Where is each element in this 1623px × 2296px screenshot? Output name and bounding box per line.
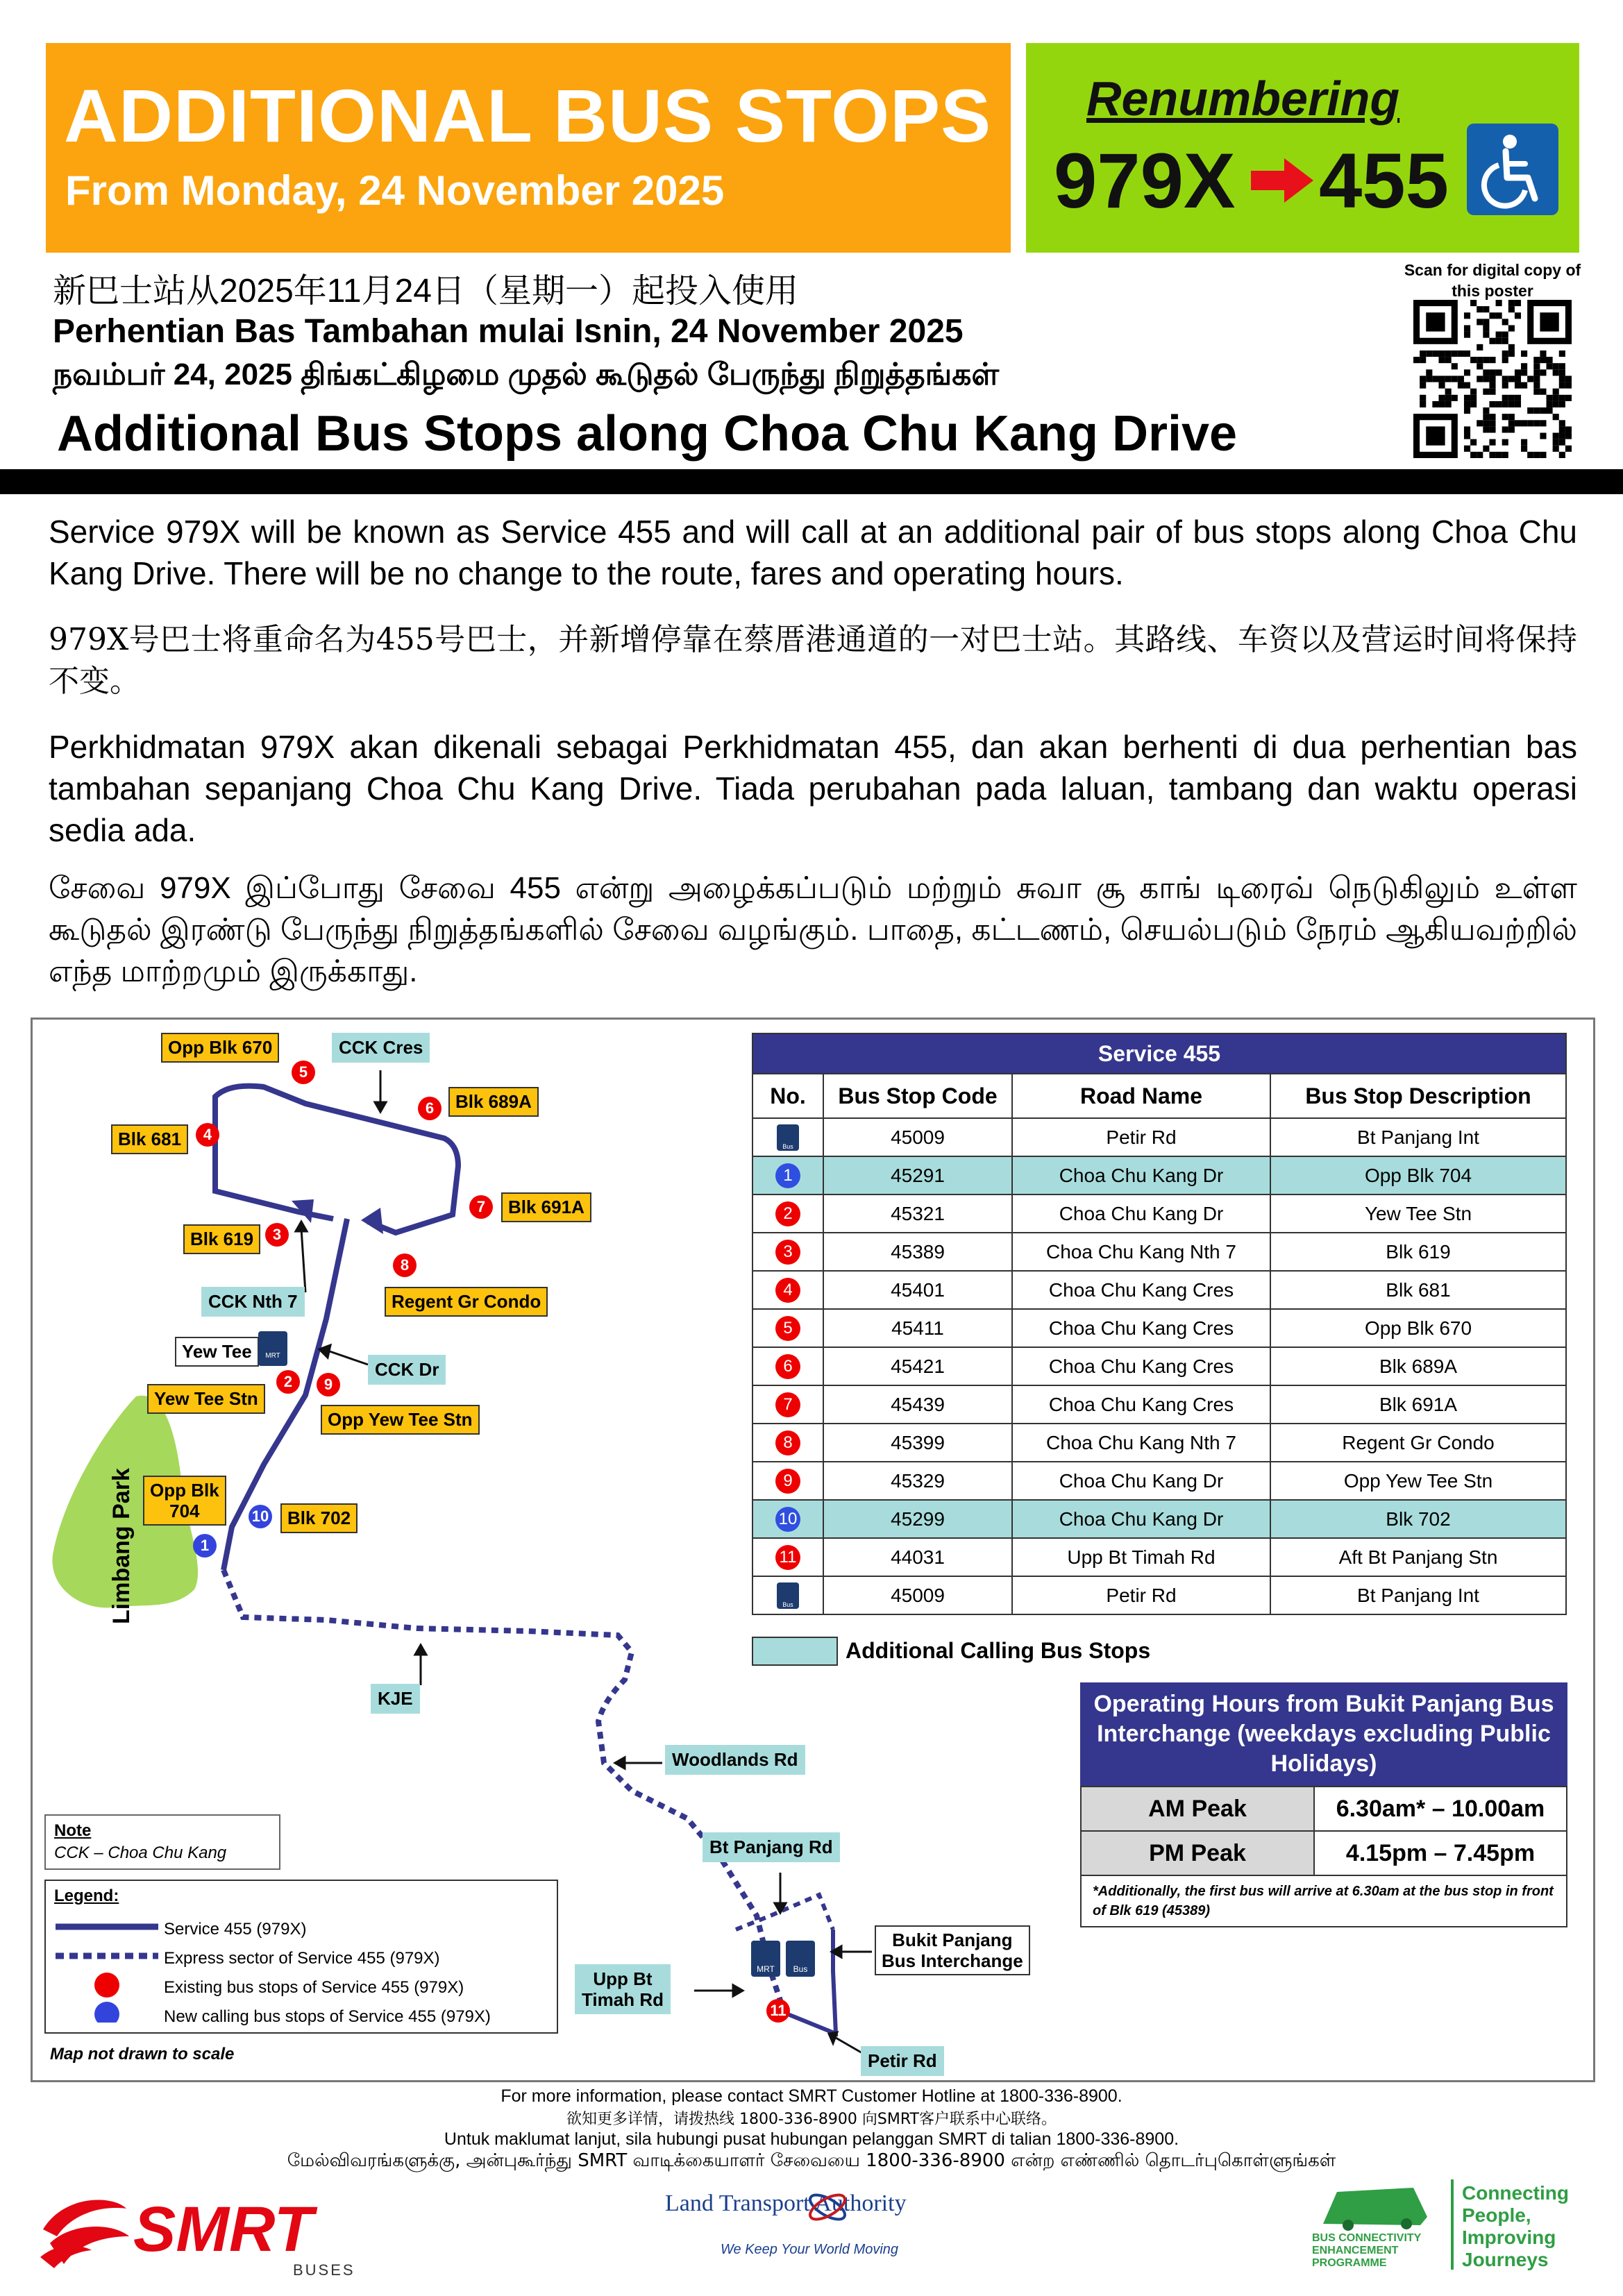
cell-code: 45401 [823, 1271, 1012, 1309]
cell-road: Choa Chu Kang Dr [1012, 1156, 1270, 1195]
cell-no [752, 1271, 823, 1309]
cell-no [752, 1156, 823, 1195]
notice-malay: Perkhidmatan 979X akan dikenali sebagai Perkhidmatan 455, dan akan berhenti di dua perhentian bas tambahan sepanjang Choa Chu Kang Drive. Tiada perubahan pada laluan, tambang dan waktu operasi sedia ada. [49, 729, 1577, 848]
stop-number-badge: 5 [775, 1316, 800, 1341]
operating-hours-note: *Additionally, the first bus will arrive at 6.30am at the bus stop in front of Blk 619 (45389) [1080, 1876, 1567, 1927]
note-text: CCK – Choa Chu Kang [54, 1843, 227, 1862]
operating-hours-box [1080, 1682, 1567, 1927]
footer-malay: Untuk maklumat lanjut, sila hubungi pusat hubungan pelanggan SMRT di talian 1800-336-8900. [444, 2129, 1179, 2149]
col-header-road: Road Name [1012, 1074, 1270, 1118]
heading-tamil: நவம்பர் 24, 2025 திங்கட்கிழமை முதல் கூடுதல் பேருந்து நிறுத்தங்கள் [53, 357, 1000, 391]
cell-description: Opp Yew Tee Stn [1270, 1462, 1566, 1500]
cell-description: Opp Blk 704 [1270, 1156, 1566, 1195]
stop-number-badge: 6 [775, 1354, 800, 1379]
col-header-code: Bus Stop Code [823, 1074, 1012, 1118]
stop-number-badge: 3 [775, 1240, 800, 1265]
stop-number-badge: 9 [775, 1469, 800, 1494]
map-label-cck-nth-7: CCK Nth 7 [201, 1287, 305, 1317]
cell-description: Blk 619 [1270, 1233, 1566, 1271]
cell-no [752, 1538, 823, 1576]
cell-description: Blk 689A [1270, 1347, 1566, 1385]
cell-code: 45291 [823, 1156, 1012, 1195]
cell-road: Petir Rd [1012, 1576, 1270, 1614]
table-row [752, 1271, 1566, 1309]
table-row [752, 1347, 1566, 1385]
note-title: Note [54, 1821, 92, 1840]
bcep-text: BUS CONNECTIVITY ENHANCEMENT PROGRAMME [1312, 2232, 1422, 2269]
cell-no [752, 1462, 823, 1500]
cell-description: Blk 691A [1270, 1385, 1566, 1424]
heading-malay: Perhentian Bas Tambahan mulai Isnin, 24 November 2025 [53, 313, 964, 350]
legend-symbols [56, 1918, 160, 2023]
additional-stops-swatch [752, 1637, 838, 1666]
pm-peak-value: 4.15pm – 7.45pm [1345, 1839, 1536, 1866]
cell-description: Blk 702 [1270, 1500, 1566, 1538]
map-label-regent-gr-condo: Regent Gr Condo [385, 1287, 548, 1317]
cell-road: Choa Chu Kang Dr [1012, 1195, 1270, 1233]
col-header-no: No. [752, 1074, 823, 1118]
table-row [752, 1385, 1566, 1424]
interchange-mrt-icon: MRT [751, 1941, 780, 1977]
cell-code: 45329 [823, 1462, 1012, 1500]
cell-road: Choa Chu Kang Cres [1012, 1309, 1270, 1347]
map-stop-11: 11 [766, 1999, 790, 2023]
lta-tagline: We Keep Your World Moving [721, 2242, 899, 2257]
cell-code: 45009 [823, 1118, 1012, 1156]
smrt-swoosh-icon [36, 2188, 133, 2271]
map-label-yew-tee-stn: Yew Tee Stn [147, 1384, 265, 1414]
cell-code: 45389 [823, 1233, 1012, 1271]
table-row [752, 1233, 1566, 1271]
table-row [752, 1195, 1566, 1233]
cell-road: Choa Chu Kang Cres [1012, 1385, 1270, 1424]
cell-code: 45009 [823, 1576, 1012, 1614]
map-scale-note: Map not drawn to scale [50, 2045, 235, 2063]
bus-stop-table [752, 1033, 1567, 1615]
cell-description: Bt Panjang Int [1270, 1118, 1566, 1156]
cell-code: 45439 [823, 1385, 1012, 1424]
stop-number-badge: 4 [775, 1278, 800, 1303]
map-label-blk-681: Blk 681 [111, 1124, 188, 1154]
map-note [44, 1814, 280, 1870]
cell-description: Yew Tee Stn [1270, 1195, 1566, 1233]
map-label-cck-cres: CCK Cres [332, 1033, 430, 1063]
cell-code: 45421 [823, 1347, 1012, 1385]
mrt-station-icon: MRT [258, 1331, 287, 1366]
map-label-opp-yew-tee-stn: Opp Yew Tee Stn [321, 1405, 480, 1435]
operating-hours-title: Operating Hours from Bukit Panjang Bus Interchange (weekdays excluding Public Holidays) [1080, 1682, 1567, 1786]
stop-number-badge: 1 [775, 1163, 800, 1188]
map-stop-1: 1 [193, 1534, 217, 1558]
new-service-number: 455 [1319, 137, 1449, 224]
map-label-blk-619: Blk 619 [183, 1224, 260, 1254]
map-stop-7: 7 [469, 1195, 493, 1219]
footer-english: For more information, please contact SMRT Customer Hotline at 1800-336-8900. [501, 2086, 1122, 2106]
stop-number-badge: 7 [775, 1392, 800, 1417]
interchange-loop-dotted [736, 1895, 833, 1930]
stop-number-badge: 8 [775, 1430, 800, 1455]
interchange-bus-icon: Bus [786, 1941, 815, 1977]
map-label-limbang-park: Limbang Park [108, 1468, 135, 1624]
map-stop-4: 4 [196, 1123, 219, 1147]
lta-wordmark: Land Transport Authority [665, 2191, 907, 2216]
map-stop-3: 3 [265, 1223, 289, 1247]
cell-code: 45299 [823, 1500, 1012, 1538]
cell-description: Blk 681 [1270, 1271, 1566, 1309]
smrt-wordmark: SMRT [133, 2194, 313, 2265]
footer-chinese: 欲知更多详情，请拨热线 1800-336-8900 向SMRT客户联系中心联络。 [566, 2111, 1057, 2128]
cell-road: Choa Chu Kang Nth 7 [1012, 1424, 1270, 1462]
table-row [752, 1118, 1566, 1156]
cell-description: Regent Gr Condo [1270, 1424, 1566, 1462]
legend-service: Service 455 (979X) [164, 1920, 307, 1939]
table-row [752, 1309, 1566, 1347]
legend-title: Legend: [54, 1886, 119, 1905]
map-label-kje: KJE [371, 1684, 420, 1714]
pm-peak-label: PM Peak [1082, 1832, 1315, 1875]
qr-caption: Scan for digital copy of this poster [1404, 261, 1581, 300]
map-label-yew-tee: Yew Tee [175, 1337, 259, 1367]
map-stop-8: 8 [393, 1253, 417, 1277]
map-label-cck-dr: CCK Dr [368, 1355, 446, 1385]
page-title: ADDITIONAL BUS STOPS [64, 74, 992, 158]
map-legend [44, 1880, 558, 2034]
am-peak-value: 6.30am* – 10.00am [1336, 1795, 1545, 1822]
map-stop-9: 9 [317, 1373, 340, 1396]
cell-no [752, 1233, 823, 1271]
map-label-petir-rd: Petir Rd [861, 2046, 944, 2076]
cell-description: Opp Blk 670 [1270, 1309, 1566, 1347]
cell-road: Choa Chu Kang Dr [1012, 1500, 1270, 1538]
cell-code: 44031 [823, 1538, 1012, 1576]
cell-no [752, 1424, 823, 1462]
notice-english: Service 979X will be known as Service 455 and will call at an additional pair of bus stops along Choa Chu Kang Drive. There will be no change to the route, fares and operating hours. [49, 514, 1577, 591]
table-row [752, 1538, 1566, 1576]
map-stop-2: 2 [276, 1370, 300, 1394]
notice-tamil: சேவை 979X இப்போது சேவை 455 என்று அழைக்கப்படும் மற்றும் சுவா சூ காங் டிரைவ் நெடுகிலும் உள்ள கூடுதல் இரண்டு பேருந்து நிறுத்தங்களில் சேவை வழங்கும். பாதை, கட்டணம், செயல்படும் நேரம் ஆகியவற்றில் எந்த மாற்றமும் இருக்காது. [49, 871, 1577, 988]
stop-number-badge: 10 [775, 1507, 800, 1532]
map-label-opp-blk-704: Opp Blk 704 [143, 1476, 226, 1526]
map-label-woodlands-rd: Woodlands Rd [665, 1745, 805, 1775]
map-label-opp-blk-670: Opp Blk 670 [161, 1033, 279, 1063]
bcep-logo [1305, 2179, 1597, 2284]
map-stop-6: 6 [418, 1097, 442, 1120]
bcep-slogan: Connecting People, Improving Journeys [1462, 2182, 1569, 2270]
map-label-bt-panjang-rd: Bt Panjang Rd [703, 1832, 840, 1862]
cell-no [752, 1385, 823, 1424]
stop-number-badge: 2 [775, 1201, 800, 1226]
am-peak-label: AM Peak [1082, 1787, 1315, 1830]
bcep-bus-icon [1309, 2182, 1434, 2231]
cell-description: Bt Panjang Int [1270, 1576, 1566, 1614]
bcep-divider [1451, 2179, 1454, 2270]
heading-chinese: 新巴士站从2025年11月24日（星期一）起投入使用 [53, 273, 799, 310]
renumbering-label: Renumbering [1086, 71, 1400, 126]
cell-no [752, 1309, 823, 1347]
map-label-blk-691a: Blk 691A [501, 1192, 591, 1222]
table-row [752, 1576, 1566, 1614]
additional-stops-label: Additional Calling Bus Stops [846, 1638, 1151, 1663]
route-arrow [361, 1208, 383, 1234]
cell-code: 45321 [823, 1195, 1012, 1233]
cell-no [752, 1118, 823, 1156]
cell-road: Choa Chu Kang Cres [1012, 1271, 1270, 1309]
table-row [752, 1156, 1566, 1195]
map-label-upp-bt-timah-rd: Upp Bt Timah Rd [575, 1964, 671, 2014]
col-header-description: Bus Stop Description [1270, 1074, 1566, 1118]
map-stop-5: 5 [292, 1061, 315, 1084]
cell-code: 45411 [823, 1309, 1012, 1347]
smrt-logo [36, 2188, 355, 2279]
legend-express: Express sector of Service 455 (979X) [164, 1949, 440, 1968]
footer-tamil: மேல்விவரங்களுக்கு, அன்புகூர்ந்து SMRT வாடிக்கையாளர் சேவையை 1800-336-8900 என்ற எண்ணில் தொடர்புகொள்ளுங்கள் [287, 2150, 1336, 2171]
cell-no [752, 1195, 823, 1233]
cell-code: 45399 [823, 1424, 1012, 1462]
cell-road: Choa Chu Kang Cres [1012, 1347, 1270, 1385]
smrt-buses-text: BUSES [293, 2261, 355, 2279]
stop-number-badge: 11 [775, 1545, 800, 1570]
cell-road: Choa Chu Kang Nth 7 [1012, 1233, 1270, 1271]
table-row [752, 1500, 1566, 1538]
map-label-blk-689a: Blk 689A [448, 1087, 539, 1117]
table-service-title: Service 455 [752, 1033, 1566, 1074]
lta-logo [653, 2179, 986, 2284]
cell-road: Petir Rd [1012, 1118, 1270, 1156]
cell-description: Aft Bt Panjang Stn [1270, 1538, 1566, 1576]
page-subtitle: From Monday, 24 November 2025 [65, 167, 725, 214]
lta-emblem-icon [807, 2186, 848, 2228]
cell-no [752, 1576, 823, 1614]
table-row [752, 1424, 1566, 1462]
cell-no [752, 1500, 823, 1538]
legend-existing-stops: Existing bus stops of Service 455 (979X) [164, 1978, 464, 1997]
bus-interchange-icon: Bus [777, 1582, 799, 1609]
table-row [752, 1462, 1566, 1500]
map-stop-10: 10 [249, 1505, 272, 1528]
heading-english: Additional Bus Stops along Choa Chu Kang Drive [57, 406, 1238, 462]
old-service-number: 979X [1054, 137, 1236, 224]
map-label-blk-702: Blk 702 [280, 1503, 358, 1533]
cell-road: Choa Chu Kang Dr [1012, 1462, 1270, 1500]
notice-chinese: 979X号巴士将重命名为455号巴士，并新增停靠在蔡厝港通道的一对巴士站。其路线、车资以及营运时间将保持不变。 [49, 622, 1577, 699]
legend-new-stops: New calling bus stops of Service 455 (979X) [164, 2007, 491, 2026]
map-label-bukit-panjang-interchange: Bukit Panjang Bus Interchange [875, 1925, 1030, 1975]
cell-road: Upp Bt Timah Rd [1012, 1538, 1270, 1576]
cell-no [752, 1347, 823, 1385]
bus-interchange-icon: Bus [777, 1124, 799, 1151]
